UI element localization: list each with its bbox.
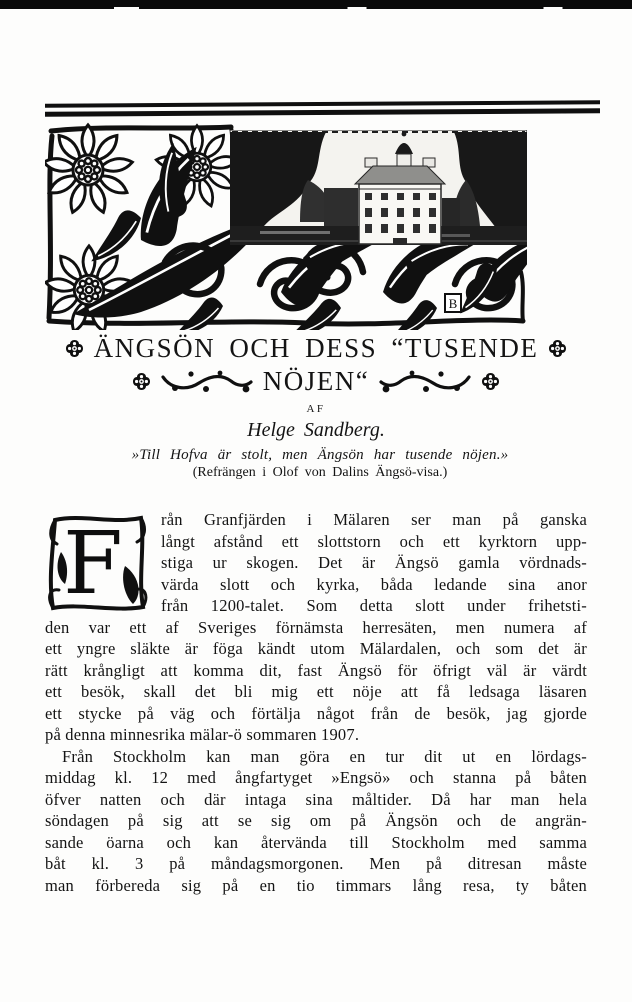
text-line: från 1200-talet. Som detta slott under frihetsti- <box>161 596 587 615</box>
masthead <box>0 333 632 442</box>
engraver-monogram <box>445 294 461 312</box>
rosette-flower <box>45 125 133 214</box>
shrubs <box>442 198 460 226</box>
epigraph-quote: »Till Hofva är stolt, men Ängsön har tusende nöjen.» <box>131 447 509 463</box>
text-line: ett stycke på väg och förtälja något från de besök, jag gjorde <box>45 703 587 723</box>
text-line: rätt krångligt att komma dit, fast Ängsö för öfrigt väl är värdt <box>45 660 587 680</box>
text-line: båt kl. 3 på måndagsmorgonen. Men på ditresan måste <box>45 854 587 873</box>
text-line: den var ett af Sveriges förnämsta herresäten, men numera af <box>45 617 587 637</box>
epigraph <box>40 446 600 481</box>
text-line: stiga ur skogen. Det är Ängsö gamla vördnads- <box>161 553 587 572</box>
double-rule-bottom <box>45 108 600 116</box>
double-rule-top <box>45 100 600 107</box>
monogram-letter: B <box>448 296 458 311</box>
text-line: middag kl. 12 med ångfartyget »Engsö» och stanna på båten <box>45 768 587 787</box>
drop-cap <box>45 512 149 614</box>
flourish-icon <box>161 369 253 393</box>
text-line: långt afstånd ett slottstorn och ett kyrktorn upp- <box>161 531 587 551</box>
byline-label: AF <box>306 403 326 415</box>
text-line: ett besök, skall det bli mig ett nöje att få ledsaga läsaren <box>45 682 587 701</box>
scan-edge-band <box>0 0 632 7</box>
castle-photo <box>230 130 527 245</box>
text-line: på denna minnesrika mälar-ö sommaren 1907. <box>45 725 360 744</box>
article-body <box>45 509 587 896</box>
text-line: sande öarna och kan återvända till Stockholm med samma <box>45 832 587 852</box>
rosette-icon <box>481 372 500 391</box>
author-name: Helge Sandberg. <box>247 419 385 441</box>
title-line-2 <box>0 366 632 396</box>
text-line: Från Stockholm kan man göra en tur dit ut en lördags- <box>62 746 587 766</box>
text-line: öfver natten och där intaga sina måltider. Då har man hela <box>45 789 587 809</box>
rosette-icon <box>548 339 567 358</box>
page-title: ÄNGSÖN OCH DESS “TUSENDE <box>93 333 539 363</box>
shrubs <box>324 188 358 226</box>
rosette-icon <box>132 372 151 391</box>
flourish-icon <box>379 369 471 393</box>
page-title-continued: NÖJEN“ <box>262 366 370 396</box>
text-line: rån Granfjärden i Mälaren ser man på ganska <box>161 510 587 529</box>
trees-right <box>454 132 527 232</box>
title-line-1 <box>0 333 632 363</box>
text-line: man förbereda sig på en tio timmars lång resa, ty båten <box>45 875 587 895</box>
drop-cap-letter: F <box>63 514 123 614</box>
text-line: söndagen på sig att se sig om på Ängsön och de angrän- <box>45 811 587 830</box>
epigraph-source: (Refrängen i Olof von Dalins Ängsö-visa.) <box>192 465 448 480</box>
text-line: värda slott och kyrka, båda ledande sina anor <box>161 574 587 594</box>
rosette-icon <box>65 339 84 358</box>
text-line: ett yngre släkte är föga kändt utom Mälardalen, och som det är <box>45 639 587 658</box>
